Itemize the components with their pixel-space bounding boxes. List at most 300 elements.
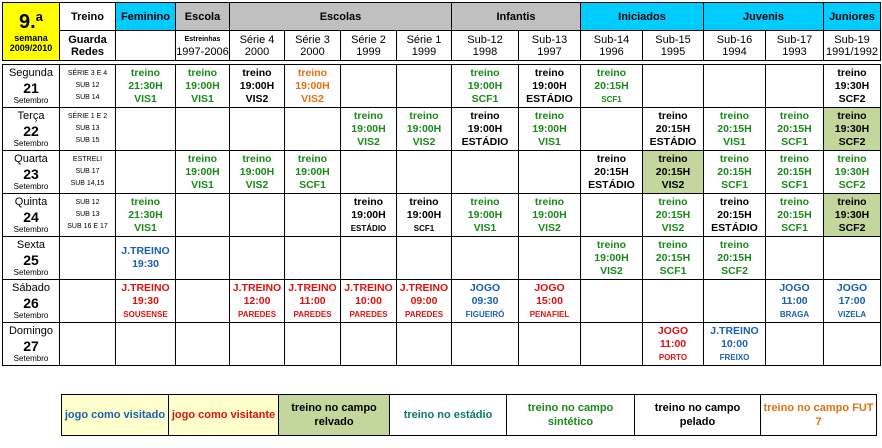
event-line: treino bbox=[658, 195, 688, 208]
schedule-cell bbox=[341, 237, 397, 280]
day-month: Setembro bbox=[13, 224, 49, 234]
event bbox=[824, 110, 880, 149]
event-line: treino bbox=[130, 195, 161, 208]
guard-line: SUB 17 bbox=[75, 168, 100, 175]
event-line: treino bbox=[658, 238, 688, 251]
schedule-cell bbox=[519, 194, 581, 237]
event-line: ESTÁDIO bbox=[526, 92, 573, 105]
schedule-cell bbox=[452, 108, 519, 151]
schedule-cell bbox=[176, 323, 230, 366]
week-number: 9.ª bbox=[18, 10, 44, 33]
event-line: 09:00 bbox=[410, 294, 438, 307]
schedule-cell bbox=[766, 65, 824, 108]
schedule-cell bbox=[285, 280, 341, 323]
subhdr-year: 1993 bbox=[782, 45, 807, 58]
guard-cell bbox=[60, 237, 116, 280]
subhdr-year: 1999 bbox=[356, 45, 381, 58]
event bbox=[766, 153, 823, 192]
event-line: treino bbox=[596, 66, 627, 79]
event-line: 19:00H bbox=[467, 208, 503, 221]
event-line: 19:30H bbox=[834, 122, 870, 135]
schedule-cell bbox=[230, 237, 285, 280]
event-line: 19:00H bbox=[532, 208, 567, 221]
event-line: J.TREINO bbox=[121, 281, 170, 294]
schedule-cell bbox=[176, 151, 230, 194]
legend-table bbox=[61, 394, 877, 436]
schedule-cell bbox=[230, 65, 285, 108]
event-line: 19:00H bbox=[239, 79, 275, 92]
event bbox=[285, 67, 340, 106]
schedule-cell bbox=[397, 65, 452, 108]
event-line: VIS1 bbox=[723, 135, 746, 148]
event-line: treino bbox=[242, 66, 272, 79]
subhdr-col-8 bbox=[581, 31, 643, 61]
event-line: JOGO bbox=[657, 324, 689, 337]
event-line: treino bbox=[719, 238, 750, 251]
subhdr-year: 1996 bbox=[599, 45, 624, 58]
event-line: treino bbox=[534, 109, 565, 122]
schedule-cell bbox=[452, 194, 519, 237]
day-number: 21 bbox=[23, 79, 39, 96]
schedule-cell bbox=[176, 65, 230, 108]
schedule-cell bbox=[824, 151, 881, 194]
event-line: BRAGA bbox=[779, 309, 810, 319]
event-line: treino bbox=[837, 109, 867, 122]
event-line: 11:00 bbox=[781, 294, 808, 307]
schedule-cell bbox=[285, 108, 341, 151]
subhdr-year: 1999 bbox=[411, 45, 437, 58]
schedule-cell bbox=[824, 323, 881, 366]
event-line: treino bbox=[779, 195, 810, 208]
event bbox=[704, 153, 765, 192]
event-line: PAREDES bbox=[237, 309, 277, 319]
event-line: 11:00 bbox=[659, 337, 687, 350]
schedule-cell bbox=[704, 194, 766, 237]
subhdr-sub: Sub-12 bbox=[467, 33, 503, 46]
event bbox=[176, 67, 229, 106]
subhdr-year: 1997 bbox=[537, 45, 562, 58]
schedule-cell bbox=[230, 280, 285, 323]
guard-cell bbox=[60, 194, 116, 237]
day-cell bbox=[3, 194, 60, 237]
event bbox=[452, 67, 518, 106]
day-cell bbox=[3, 151, 60, 194]
event-line: treino bbox=[353, 195, 384, 208]
day-name: Sábado bbox=[12, 281, 50, 294]
day-cell bbox=[3, 65, 60, 108]
event bbox=[176, 153, 229, 192]
subhdr-year: 1994 bbox=[722, 45, 747, 58]
event-line: treino bbox=[596, 238, 627, 251]
guard-line: SUB 14 bbox=[75, 94, 100, 101]
schedule-cell bbox=[452, 323, 519, 366]
event-line: 21:30H bbox=[128, 79, 163, 92]
event-line: treino bbox=[409, 109, 439, 122]
group-escolas: Escolas bbox=[230, 3, 452, 31]
schedule-cell bbox=[230, 108, 285, 151]
event-line: 19:00H bbox=[351, 122, 386, 135]
subhdr-sub: Série 4 bbox=[239, 33, 275, 46]
schedule-cell bbox=[824, 237, 881, 280]
day-row bbox=[3, 65, 881, 108]
event-line: VIS2 bbox=[600, 264, 623, 277]
event-line: SCF1 bbox=[413, 223, 435, 233]
treino-header: Treino bbox=[60, 3, 116, 31]
subhdr-col-5 bbox=[397, 31, 452, 61]
event-line: treino bbox=[719, 109, 750, 122]
schedule-cell bbox=[116, 323, 176, 366]
event bbox=[341, 282, 396, 321]
schedule-cell bbox=[397, 280, 452, 323]
event bbox=[519, 110, 580, 149]
event-line: 20:15H bbox=[717, 251, 752, 264]
event-line: 19:30 bbox=[132, 258, 159, 270]
event-line: 19:00H bbox=[594, 251, 629, 264]
event-line: 12:00 bbox=[243, 294, 271, 307]
event-line: PAREDES bbox=[404, 309, 444, 319]
event-line: 10:00 bbox=[721, 337, 748, 350]
event-line: PAREDES bbox=[293, 309, 332, 319]
schedule-cell bbox=[285, 151, 341, 194]
event-line: treino bbox=[779, 109, 810, 122]
schedule-cell bbox=[341, 323, 397, 366]
schedule-cell bbox=[581, 194, 643, 237]
event-line: 19:30H bbox=[834, 79, 870, 92]
event-line: 20:15H bbox=[717, 165, 752, 178]
event-line: JOGO bbox=[836, 281, 868, 294]
schedule-cell bbox=[581, 280, 643, 323]
legend-item: jogo como visitado bbox=[62, 395, 169, 436]
schedule-cell bbox=[643, 323, 704, 366]
week-cell bbox=[3, 3, 60, 61]
event-line: 15:00 bbox=[536, 294, 563, 307]
event-line: treino bbox=[837, 195, 867, 208]
guard-line: SUB 12 bbox=[75, 82, 100, 89]
day-number: 27 bbox=[23, 337, 39, 354]
event-line: 10:00 bbox=[355, 294, 382, 307]
subhdr-col-6 bbox=[452, 31, 519, 61]
schedule-cell bbox=[341, 151, 397, 194]
guard-line: SÉRIE 1 E 2 bbox=[67, 113, 108, 120]
schedule-cell bbox=[581, 108, 643, 151]
event bbox=[285, 282, 340, 321]
event bbox=[766, 196, 823, 235]
guard-line: SUB 12 bbox=[75, 199, 100, 206]
schedule-cell bbox=[176, 237, 230, 280]
subhdr-year: 2000 bbox=[300, 45, 325, 58]
event-line: VIS2 bbox=[245, 92, 269, 105]
event-line: ESTÁDIO bbox=[350, 223, 387, 233]
event bbox=[581, 153, 642, 192]
schedule-cell bbox=[116, 65, 176, 108]
day-row bbox=[3, 151, 881, 194]
event-line: PAREDES bbox=[349, 309, 388, 319]
event bbox=[341, 110, 396, 149]
guard-line: SUB 16 E 17 bbox=[67, 223, 108, 230]
subhdr-year: 1995 bbox=[660, 45, 686, 58]
event bbox=[397, 110, 451, 149]
schedule-cell bbox=[519, 151, 581, 194]
schedule-cell bbox=[643, 194, 704, 237]
event-line: FREIXO bbox=[719, 352, 750, 362]
event-line: VIS2 bbox=[245, 178, 269, 191]
subhdr-sub: Série 1 bbox=[406, 33, 442, 46]
guard-cell bbox=[60, 108, 116, 151]
day-month: Setembro bbox=[13, 310, 49, 320]
event-line: 19:00H bbox=[351, 208, 386, 221]
schedule-cell bbox=[452, 280, 519, 323]
event-line: 19:00H bbox=[532, 122, 567, 135]
event-line: treino bbox=[658, 109, 688, 122]
schedule-cell bbox=[824, 194, 881, 237]
event bbox=[704, 325, 765, 364]
event bbox=[452, 110, 518, 149]
event-line: treino bbox=[837, 66, 867, 79]
schedule-cell bbox=[116, 151, 176, 194]
schedule-cell bbox=[116, 280, 176, 323]
day-name: Segunda bbox=[8, 66, 54, 79]
day-number: 24 bbox=[23, 208, 39, 225]
guard-line: SUB 15 bbox=[75, 137, 100, 144]
schedule-cell bbox=[397, 194, 452, 237]
subhdr-feminino bbox=[116, 31, 176, 61]
schedule-cell bbox=[176, 280, 230, 323]
event-line: VIS2 bbox=[661, 178, 685, 191]
subhdr-sub: Sub-13 bbox=[531, 33, 568, 46]
schedule-cell bbox=[581, 237, 643, 280]
schedule-table bbox=[2, 2, 881, 366]
day-row bbox=[3, 280, 881, 323]
event-line: J.TREINO bbox=[288, 281, 337, 294]
day-name: Quarta bbox=[14, 152, 48, 165]
event bbox=[519, 282, 580, 321]
event-line: SCF2 bbox=[838, 221, 866, 234]
event bbox=[643, 153, 703, 192]
event-line: 20:15H bbox=[777, 165, 812, 178]
event-line: 20:15H bbox=[594, 165, 629, 178]
event bbox=[116, 282, 175, 321]
day-name: Sexta bbox=[16, 238, 46, 251]
event bbox=[452, 196, 518, 235]
event-line: 19:00H bbox=[406, 208, 442, 221]
event-line: PENAFIEL bbox=[529, 309, 570, 319]
schedule-cell bbox=[581, 323, 643, 366]
event-line: J.TREINO bbox=[710, 324, 759, 337]
event bbox=[824, 153, 880, 192]
event-line: treino bbox=[470, 195, 500, 208]
event bbox=[704, 239, 765, 278]
event bbox=[581, 239, 642, 278]
event-line: SCF1 bbox=[781, 221, 808, 234]
group-juniores: Juniores bbox=[824, 3, 881, 31]
day-number: 25 bbox=[23, 251, 39, 268]
subhdr-year: 1997-2006 bbox=[176, 45, 229, 58]
schedule-cell bbox=[397, 108, 452, 151]
event-line: 19:30 bbox=[132, 294, 159, 307]
event-line: VIS2 bbox=[661, 221, 685, 234]
event-line: VIS1 bbox=[473, 221, 497, 234]
subhdr-year: 1998 bbox=[472, 45, 498, 58]
event-line: J.TREINO bbox=[232, 281, 282, 294]
event-line: SCF2 bbox=[838, 92, 866, 105]
event-line: treino bbox=[534, 195, 565, 208]
subhdr-sub: Sub-16 bbox=[716, 33, 753, 46]
guard-line: SUB 13 bbox=[75, 125, 100, 132]
schedule-cell bbox=[116, 108, 176, 151]
guard-line: SÉRIE 3 E 4 bbox=[67, 70, 108, 77]
schedule-cell bbox=[452, 237, 519, 280]
event bbox=[704, 196, 765, 235]
schedule-cell bbox=[176, 194, 230, 237]
subhdr-col-7 bbox=[519, 31, 581, 61]
event bbox=[116, 245, 175, 271]
schedule-cell bbox=[643, 280, 704, 323]
event bbox=[116, 196, 175, 235]
event-line: J.TREINO bbox=[399, 281, 449, 294]
day-month: Setembro bbox=[13, 181, 49, 191]
schedule-cell bbox=[704, 108, 766, 151]
event bbox=[230, 282, 284, 321]
event-line: VIS1 bbox=[134, 221, 157, 234]
event bbox=[452, 282, 518, 321]
schedule-cell bbox=[704, 65, 766, 108]
guard-cell bbox=[60, 65, 116, 108]
day-cell bbox=[3, 108, 60, 151]
schedule-cell bbox=[519, 237, 581, 280]
event-line: treino bbox=[409, 195, 439, 208]
event-line: 19:30H bbox=[834, 165, 870, 178]
schedule-cell bbox=[452, 65, 519, 108]
schedule-cell bbox=[230, 323, 285, 366]
event-line: SCF2 bbox=[721, 264, 748, 277]
event bbox=[643, 110, 703, 149]
day-name: Domingo bbox=[8, 324, 54, 337]
schedule-cell bbox=[397, 237, 452, 280]
event-line: 21:30H bbox=[128, 208, 163, 221]
subhdr-sub: Sub-14 bbox=[593, 33, 630, 46]
schedule-cell bbox=[581, 65, 643, 108]
event-line: SCF2 bbox=[838, 135, 866, 148]
day-row bbox=[3, 323, 881, 366]
event bbox=[230, 67, 284, 106]
group-iniciados: Iniciados bbox=[581, 3, 704, 31]
guard-line: SUB 13 bbox=[75, 211, 100, 218]
event-line: treino bbox=[779, 152, 810, 165]
event-line: treino bbox=[658, 152, 688, 165]
day-row bbox=[3, 108, 881, 151]
day-month: Setembro bbox=[13, 267, 49, 277]
event-line: J.TREINO bbox=[344, 281, 393, 294]
group-infantis: Infantis bbox=[452, 3, 581, 31]
event bbox=[643, 196, 703, 235]
event-line: 20:15H bbox=[777, 208, 812, 221]
event-line: ESTÁDIO bbox=[711, 221, 758, 234]
schedule-cell bbox=[766, 108, 824, 151]
event-line: 20:15H bbox=[717, 122, 752, 135]
day-name: Quinta bbox=[14, 195, 48, 208]
schedule-cell bbox=[766, 237, 824, 280]
schedule-cell bbox=[824, 280, 881, 323]
event-line: 20:15H bbox=[655, 122, 691, 135]
event-line: JOGO bbox=[534, 281, 565, 294]
schedule-cell bbox=[397, 151, 452, 194]
day-cell bbox=[3, 280, 60, 323]
subhdr-sub: Série 2 bbox=[351, 33, 386, 46]
guard-cell bbox=[60, 151, 116, 194]
subhdr-col-4 bbox=[341, 31, 397, 61]
event-line: treino bbox=[534, 66, 565, 79]
legend-item: treino no campo sintético bbox=[507, 395, 635, 436]
schedule-cell bbox=[397, 323, 452, 366]
day-cell bbox=[3, 323, 60, 366]
event bbox=[643, 239, 703, 278]
schedule-cell bbox=[704, 280, 766, 323]
day-number: 23 bbox=[23, 165, 39, 182]
guard-cell bbox=[60, 280, 116, 323]
event-line: VIS2 bbox=[357, 135, 380, 148]
subhdr-col-1 bbox=[176, 31, 230, 61]
event-line: ESTÁDIO bbox=[461, 135, 509, 148]
schedule-cell bbox=[341, 108, 397, 151]
subhdr-col-2 bbox=[230, 31, 285, 61]
event-line: 19:00H bbox=[467, 79, 503, 92]
day-cell bbox=[3, 237, 60, 280]
legend-item: treino no campo pelado bbox=[635, 395, 761, 436]
day-name: Terça bbox=[17, 109, 45, 122]
event-line: 09:30 bbox=[471, 294, 499, 307]
schedule-cell bbox=[643, 65, 704, 108]
event-line: ESTÁDIO bbox=[649, 135, 697, 148]
event-line: ESTÁDIO bbox=[588, 178, 635, 191]
schedule-cell bbox=[704, 237, 766, 280]
event bbox=[519, 67, 580, 106]
event-line: treino bbox=[837, 152, 867, 165]
week-label: semana bbox=[14, 32, 48, 43]
schedule-cell bbox=[341, 280, 397, 323]
event-line: SOUSENSE bbox=[123, 309, 168, 319]
event bbox=[230, 153, 284, 192]
schedule-cell bbox=[285, 194, 341, 237]
event-line: 20:15H bbox=[655, 208, 691, 221]
event-line: VIZELA bbox=[837, 309, 867, 319]
schedule-cell bbox=[704, 323, 766, 366]
event-line: 11:00 bbox=[299, 294, 326, 307]
event bbox=[341, 196, 396, 235]
event-line: J.TREINO bbox=[121, 245, 170, 257]
event-line: treino bbox=[187, 66, 218, 79]
legend-item: treino no campo relvado bbox=[279, 395, 390, 436]
week-season: 2009/2010 bbox=[9, 42, 53, 53]
event bbox=[824, 196, 880, 235]
event-line: 19:00H bbox=[239, 165, 275, 178]
event-line: treino bbox=[470, 66, 500, 79]
day-month: Setembro bbox=[13, 353, 49, 363]
event bbox=[643, 325, 703, 364]
event bbox=[116, 67, 175, 106]
subhdr-col-12 bbox=[824, 31, 881, 61]
event-line: 19:00H bbox=[185, 79, 220, 92]
event-line: treino bbox=[297, 152, 328, 165]
schedule-cell bbox=[341, 65, 397, 108]
event-line: 20:15H bbox=[777, 122, 812, 135]
event bbox=[581, 67, 642, 106]
schedule-cell bbox=[230, 194, 285, 237]
event-line: treino bbox=[470, 109, 500, 122]
schedule-cell bbox=[766, 194, 824, 237]
event-line: treino bbox=[719, 152, 750, 165]
legend-item: treino no campo FUT 7 bbox=[761, 395, 877, 436]
schedule-cell bbox=[766, 323, 824, 366]
